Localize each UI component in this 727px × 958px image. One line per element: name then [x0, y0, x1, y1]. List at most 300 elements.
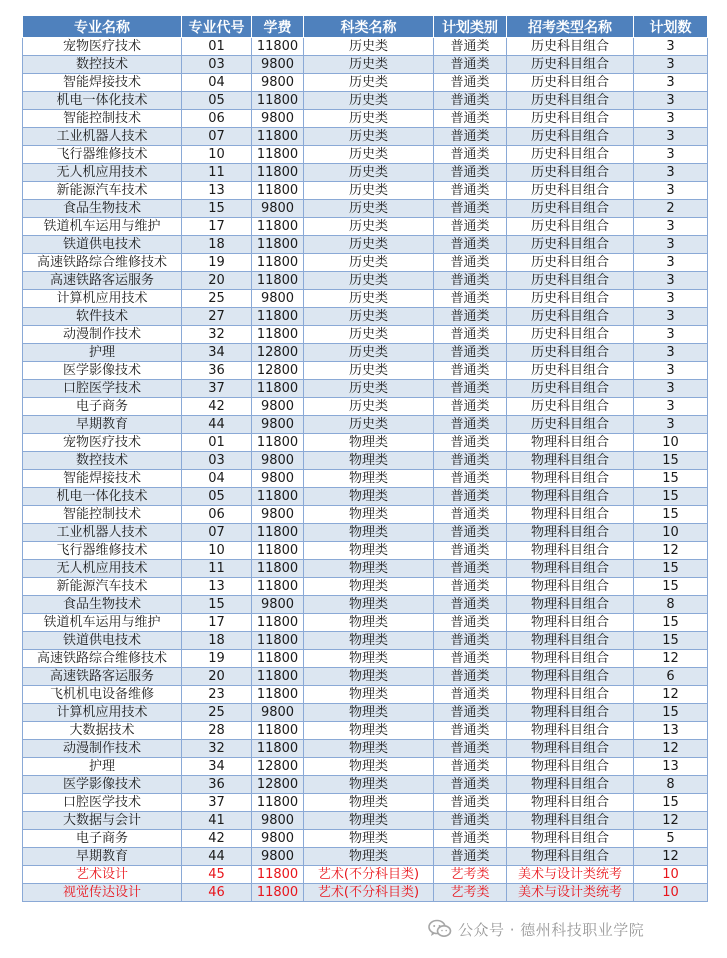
cell-plan-count: 3 [634, 398, 708, 416]
cell-plan-count: 12 [634, 740, 708, 758]
cell-subject-category: 历史类 [304, 254, 434, 272]
cell-subject-category: 物理类 [304, 830, 434, 848]
cell-major-code: 46 [182, 884, 252, 902]
cell-exam-type: 物理科目组合 [507, 434, 634, 452]
cell-subject-category: 历史类 [304, 38, 434, 56]
cell-major-name: 高速铁路客运服务 [23, 668, 182, 686]
cell-plan-count: 10 [634, 866, 708, 884]
cell-major-code: 04 [182, 470, 252, 488]
cell-major-code: 17 [182, 218, 252, 236]
table-row [23, 812, 708, 830]
cell-tuition: 12800 [252, 758, 304, 776]
cell-major-name: 飞行器维修技术 [23, 146, 182, 164]
cell-exam-type: 历史科目组合 [507, 74, 634, 92]
cell-major-name: 艺术设计 [23, 866, 182, 884]
cell-exam-type: 历史科目组合 [507, 56, 634, 74]
cell-major-name: 动漫制作技术 [23, 326, 182, 344]
cell-tuition: 9800 [252, 596, 304, 614]
cell-plan-count: 12 [634, 542, 708, 560]
cell-major-name: 电子商务 [23, 830, 182, 848]
cell-tuition: 12800 [252, 362, 304, 380]
cell-tuition: 11800 [252, 164, 304, 182]
table-row [23, 326, 708, 344]
cell-plan-count: 15 [634, 632, 708, 650]
table-row [23, 110, 708, 128]
cell-plan-count: 3 [634, 92, 708, 110]
table-row [23, 272, 708, 290]
table-row [23, 362, 708, 380]
cell-plan-count: 10 [634, 884, 708, 902]
cell-major-code: 36 [182, 776, 252, 794]
cell-exam-type: 物理科目组合 [507, 794, 634, 812]
cell-exam-type: 物理科目组合 [507, 488, 634, 506]
cell-plan-count: 3 [634, 56, 708, 74]
cell-subject-category: 物理类 [304, 650, 434, 668]
cell-major-code: 13 [182, 182, 252, 200]
cell-exam-type: 历史科目组合 [507, 416, 634, 434]
cell-tuition: 9800 [252, 848, 304, 866]
cell-major-code: 28 [182, 722, 252, 740]
cell-major-name: 智能焊接技术 [23, 74, 182, 92]
cell-plan-type: 普通类 [434, 740, 507, 758]
table-row [23, 38, 708, 56]
cell-tuition: 9800 [252, 704, 304, 722]
table-row [23, 182, 708, 200]
table-row [23, 434, 708, 452]
cell-plan-count: 3 [634, 308, 708, 326]
cell-major-name: 宠物医疗技术 [23, 434, 182, 452]
cell-exam-type: 历史科目组合 [507, 362, 634, 380]
cell-major-code: 25 [182, 704, 252, 722]
cell-major-name: 食品生物技术 [23, 596, 182, 614]
cell-subject-category: 历史类 [304, 200, 434, 218]
table-row [23, 398, 708, 416]
table-body [23, 38, 708, 902]
cell-major-code: 15 [182, 596, 252, 614]
cell-major-code: 11 [182, 560, 252, 578]
cell-exam-type: 物理科目组合 [507, 668, 634, 686]
table-row [23, 614, 708, 632]
cell-plan-type: 普通类 [434, 236, 507, 254]
cell-tuition: 11800 [252, 866, 304, 884]
cell-exam-type: 物理科目组合 [507, 632, 634, 650]
cell-tuition: 11800 [252, 650, 304, 668]
cell-subject-category: 历史类 [304, 236, 434, 254]
cell-major-code: 32 [182, 326, 252, 344]
cell-subject-category: 历史类 [304, 182, 434, 200]
cell-plan-count: 3 [634, 74, 708, 92]
cell-subject-category: 物理类 [304, 560, 434, 578]
cell-major-code: 07 [182, 524, 252, 542]
header-plan-count: 计划数 [634, 16, 708, 38]
cell-plan-count: 8 [634, 596, 708, 614]
table-row [23, 380, 708, 398]
cell-major-name: 机电一体化技术 [23, 92, 182, 110]
cell-tuition: 9800 [252, 452, 304, 470]
cell-major-code: 27 [182, 308, 252, 326]
cell-plan-count: 3 [634, 182, 708, 200]
cell-major-name: 视觉传达设计 [23, 884, 182, 902]
cell-plan-type: 普通类 [434, 488, 507, 506]
cell-subject-category: 历史类 [304, 308, 434, 326]
cell-tuition: 11800 [252, 488, 304, 506]
table-row [23, 470, 708, 488]
cell-major-code: 10 [182, 542, 252, 560]
cell-subject-category: 物理类 [304, 848, 434, 866]
cell-tuition: 11800 [252, 146, 304, 164]
cell-major-name: 医学影像技术 [23, 362, 182, 380]
cell-exam-type: 历史科目组合 [507, 308, 634, 326]
cell-tuition: 9800 [252, 200, 304, 218]
cell-subject-category: 艺术(不分科目类) [304, 884, 434, 902]
cell-subject-category: 物理类 [304, 668, 434, 686]
cell-major-name: 食品生物技术 [23, 200, 182, 218]
cell-subject-category: 历史类 [304, 380, 434, 398]
cell-exam-type: 物理科目组合 [507, 830, 634, 848]
cell-subject-category: 艺术(不分科目类) [304, 866, 434, 884]
cell-subject-category: 物理类 [304, 614, 434, 632]
cell-exam-type: 物理科目组合 [507, 722, 634, 740]
cell-major-code: 01 [182, 434, 252, 452]
cell-exam-type: 历史科目组合 [507, 272, 634, 290]
cell-plan-type: 普通类 [434, 686, 507, 704]
cell-major-name: 护理 [23, 758, 182, 776]
cell-major-code: 20 [182, 668, 252, 686]
cell-exam-type: 历史科目组合 [507, 92, 634, 110]
cell-subject-category: 物理类 [304, 506, 434, 524]
cell-plan-type: 普通类 [434, 380, 507, 398]
cell-major-name: 新能源汽车技术 [23, 578, 182, 596]
table-row [23, 668, 708, 686]
cell-tuition: 9800 [252, 812, 304, 830]
cell-major-name: 无人机应用技术 [23, 164, 182, 182]
cell-plan-count: 15 [634, 614, 708, 632]
cell-exam-type: 美术与设计类统考 [507, 866, 634, 884]
cell-plan-type: 普通类 [434, 182, 507, 200]
cell-tuition: 11800 [252, 182, 304, 200]
cell-exam-type: 物理科目组合 [507, 686, 634, 704]
cell-tuition: 11800 [252, 380, 304, 398]
cell-plan-type: 普通类 [434, 92, 507, 110]
cell-plan-type: 普通类 [434, 398, 507, 416]
cell-major-code: 03 [182, 56, 252, 74]
cell-plan-count: 13 [634, 758, 708, 776]
cell-exam-type: 历史科目组合 [507, 146, 634, 164]
cell-tuition: 11800 [252, 884, 304, 902]
cell-major-code: 05 [182, 92, 252, 110]
cell-plan-type: 普通类 [434, 308, 507, 326]
cell-major-name: 飞机机电设备维修 [23, 686, 182, 704]
cell-subject-category: 历史类 [304, 128, 434, 146]
cell-plan-count: 15 [634, 560, 708, 578]
cell-subject-category: 历史类 [304, 290, 434, 308]
cell-plan-type: 普通类 [434, 596, 507, 614]
cell-major-name: 智能控制技术 [23, 506, 182, 524]
cell-major-name: 高速铁路综合维修技术 [23, 650, 182, 668]
cell-plan-type: 普通类 [434, 776, 507, 794]
cell-tuition: 11800 [252, 326, 304, 344]
cell-exam-type: 美术与设计类统考 [507, 884, 634, 902]
cell-tuition: 9800 [252, 290, 304, 308]
cell-plan-type: 普通类 [434, 704, 507, 722]
table-row [23, 218, 708, 236]
cell-subject-category: 物理类 [304, 704, 434, 722]
table-row [23, 704, 708, 722]
table-row [23, 848, 708, 866]
cell-plan-type: 普通类 [434, 632, 507, 650]
cell-exam-type: 物理科目组合 [507, 650, 634, 668]
cell-plan-type: 普通类 [434, 794, 507, 812]
cell-tuition: 11800 [252, 308, 304, 326]
cell-tuition: 11800 [252, 38, 304, 56]
cell-exam-type: 物理科目组合 [507, 740, 634, 758]
table-row [23, 452, 708, 470]
cell-tuition: 11800 [252, 236, 304, 254]
cell-plan-type: 普通类 [434, 272, 507, 290]
cell-plan-type: 普通类 [434, 848, 507, 866]
cell-plan-type: 普通类 [434, 668, 507, 686]
cell-major-code: 06 [182, 110, 252, 128]
cell-plan-type: 普通类 [434, 542, 507, 560]
cell-major-name: 医学影像技术 [23, 776, 182, 794]
table-row [23, 308, 708, 326]
cell-plan-type: 普通类 [434, 146, 507, 164]
cell-plan-type: 普通类 [434, 38, 507, 56]
cell-exam-type: 物理科目组合 [507, 542, 634, 560]
cell-major-code: 11 [182, 164, 252, 182]
cell-major-name: 大数据与会计 [23, 812, 182, 830]
cell-major-code: 03 [182, 452, 252, 470]
cell-plan-type: 普通类 [434, 326, 507, 344]
cell-tuition: 9800 [252, 506, 304, 524]
table-row [23, 740, 708, 758]
cell-subject-category: 历史类 [304, 146, 434, 164]
cell-major-name: 新能源汽车技术 [23, 182, 182, 200]
cell-tuition: 9800 [252, 56, 304, 74]
cell-major-code: 25 [182, 290, 252, 308]
cell-plan-type: 普通类 [434, 812, 507, 830]
cell-subject-category: 物理类 [304, 686, 434, 704]
cell-exam-type: 历史科目组合 [507, 344, 634, 362]
cell-major-name: 数控技术 [23, 56, 182, 74]
cell-plan-count: 3 [634, 344, 708, 362]
cell-major-name: 口腔医学技术 [23, 380, 182, 398]
cell-plan-type: 普通类 [434, 470, 507, 488]
cell-subject-category: 历史类 [304, 362, 434, 380]
cell-subject-category: 历史类 [304, 110, 434, 128]
cell-plan-count: 3 [634, 164, 708, 182]
cell-exam-type: 物理科目组合 [507, 452, 634, 470]
cell-plan-count: 5 [634, 830, 708, 848]
cell-subject-category: 历史类 [304, 92, 434, 110]
cell-exam-type: 物理科目组合 [507, 812, 634, 830]
cell-plan-count: 3 [634, 236, 708, 254]
cell-major-code: 41 [182, 812, 252, 830]
cell-plan-count: 10 [634, 524, 708, 542]
cell-major-code: 20 [182, 272, 252, 290]
cell-plan-type: 普通类 [434, 560, 507, 578]
cell-exam-type: 物理科目组合 [507, 560, 634, 578]
cell-major-name: 数控技术 [23, 452, 182, 470]
cell-subject-category: 历史类 [304, 56, 434, 74]
cell-tuition: 11800 [252, 218, 304, 236]
cell-major-name: 宠物医疗技术 [23, 38, 182, 56]
cell-plan-type: 普通类 [434, 830, 507, 848]
cell-major-code: 19 [182, 254, 252, 272]
cell-plan-type: 普通类 [434, 74, 507, 92]
cell-tuition: 11800 [252, 524, 304, 542]
cell-subject-category: 物理类 [304, 524, 434, 542]
cell-plan-count: 15 [634, 452, 708, 470]
cell-plan-type: 普通类 [434, 128, 507, 146]
cell-plan-count: 15 [634, 578, 708, 596]
cell-exam-type: 物理科目组合 [507, 848, 634, 866]
cell-tuition: 11800 [252, 254, 304, 272]
cell-subject-category: 历史类 [304, 398, 434, 416]
cell-subject-category: 物理类 [304, 812, 434, 830]
cell-tuition: 11800 [252, 686, 304, 704]
cell-exam-type: 历史科目组合 [507, 290, 634, 308]
cell-tuition: 11800 [252, 614, 304, 632]
cell-major-code: 42 [182, 398, 252, 416]
cell-tuition: 11800 [252, 128, 304, 146]
cell-major-name: 高速铁路综合维修技术 [23, 254, 182, 272]
cell-exam-type: 历史科目组合 [507, 380, 634, 398]
cell-exam-type: 物理科目组合 [507, 470, 634, 488]
cell-exam-type: 历史科目组合 [507, 182, 634, 200]
watermark [428, 918, 644, 940]
table-row [23, 506, 708, 524]
cell-exam-type: 历史科目组合 [507, 200, 634, 218]
cell-major-name: 智能控制技术 [23, 110, 182, 128]
cell-exam-type: 物理科目组合 [507, 758, 634, 776]
table-row [23, 74, 708, 92]
cell-exam-type: 历史科目组合 [507, 254, 634, 272]
cell-exam-type: 物理科目组合 [507, 776, 634, 794]
cell-plan-count: 15 [634, 794, 708, 812]
cell-subject-category: 物理类 [304, 632, 434, 650]
table-row [23, 560, 708, 578]
cell-plan-count: 2 [634, 200, 708, 218]
cell-plan-type: 普通类 [434, 578, 507, 596]
cell-major-name: 早期教育 [23, 848, 182, 866]
cell-major-name: 智能焊接技术 [23, 470, 182, 488]
cell-tuition: 11800 [252, 794, 304, 812]
cell-subject-category: 历史类 [304, 218, 434, 236]
cell-major-name: 飞行器维修技术 [23, 542, 182, 560]
cell-plan-type: 普通类 [434, 506, 507, 524]
cell-major-code: 37 [182, 380, 252, 398]
cell-tuition: 12800 [252, 776, 304, 794]
cell-tuition: 11800 [252, 740, 304, 758]
table-row [23, 236, 708, 254]
cell-plan-count: 3 [634, 218, 708, 236]
cell-plan-type: 普通类 [434, 614, 507, 632]
cell-subject-category: 物理类 [304, 434, 434, 452]
cell-tuition: 11800 [252, 434, 304, 452]
cell-major-code: 18 [182, 236, 252, 254]
cell-exam-type: 物理科目组合 [507, 704, 634, 722]
table-row [23, 686, 708, 704]
table-row [23, 290, 708, 308]
cell-tuition: 11800 [252, 722, 304, 740]
table-row [23, 866, 708, 884]
cell-subject-category: 历史类 [304, 416, 434, 434]
table-row [23, 776, 708, 794]
table-row [23, 758, 708, 776]
cell-exam-type: 历史科目组合 [507, 164, 634, 182]
enrollment-plan-table [22, 15, 708, 902]
cell-major-code: 04 [182, 74, 252, 92]
cell-plan-count: 3 [634, 128, 708, 146]
cell-major-code: 10 [182, 146, 252, 164]
cell-exam-type: 物理科目组合 [507, 506, 634, 524]
cell-plan-type: 普通类 [434, 650, 507, 668]
cell-tuition: 11800 [252, 632, 304, 650]
cell-major-code: 07 [182, 128, 252, 146]
cell-major-code: 34 [182, 758, 252, 776]
cell-plan-count: 3 [634, 290, 708, 308]
cell-plan-type: 普通类 [434, 200, 507, 218]
cell-exam-type: 物理科目组合 [507, 524, 634, 542]
cell-plan-type: 普通类 [434, 254, 507, 272]
cell-major-code: 44 [182, 416, 252, 434]
table-row [23, 542, 708, 560]
cell-tuition: 11800 [252, 560, 304, 578]
cell-major-name: 护理 [23, 344, 182, 362]
cell-major-code: 34 [182, 344, 252, 362]
cell-subject-category: 物理类 [304, 794, 434, 812]
cell-subject-category: 物理类 [304, 488, 434, 506]
cell-plan-type: 普通类 [434, 524, 507, 542]
cell-tuition: 9800 [252, 416, 304, 434]
cell-plan-type: 普通类 [434, 290, 507, 308]
cell-major-name: 高速铁路客运服务 [23, 272, 182, 290]
cell-plan-count: 12 [634, 848, 708, 866]
header-plan-type: 计划类别 [434, 16, 507, 38]
table-row [23, 632, 708, 650]
cell-plan-count: 3 [634, 254, 708, 272]
table-row [23, 578, 708, 596]
cell-major-code: 42 [182, 830, 252, 848]
cell-exam-type: 历史科目组合 [507, 326, 634, 344]
cell-tuition: 9800 [252, 830, 304, 848]
cell-plan-type: 普通类 [434, 416, 507, 434]
table-row [23, 650, 708, 668]
table-row [23, 830, 708, 848]
cell-plan-type: 普通类 [434, 218, 507, 236]
cell-major-code: 19 [182, 650, 252, 668]
cell-major-code: 36 [182, 362, 252, 380]
cell-plan-count: 15 [634, 506, 708, 524]
table-row [23, 596, 708, 614]
cell-major-name: 工业机器人技术 [23, 128, 182, 146]
cell-subject-category: 物理类 [304, 452, 434, 470]
cell-plan-type: 普通类 [434, 362, 507, 380]
cell-plan-count: 13 [634, 722, 708, 740]
cell-major-name: 铁道供电技术 [23, 236, 182, 254]
cell-major-name: 软件技术 [23, 308, 182, 326]
header-tuition: 学费 [252, 16, 304, 38]
table-row [23, 128, 708, 146]
cell-tuition: 11800 [252, 542, 304, 560]
cell-major-code: 44 [182, 848, 252, 866]
cell-plan-count: 6 [634, 668, 708, 686]
cell-subject-category: 历史类 [304, 74, 434, 92]
cell-subject-category: 物理类 [304, 596, 434, 614]
table-row [23, 524, 708, 542]
header-major-code: 专业代号 [182, 16, 252, 38]
